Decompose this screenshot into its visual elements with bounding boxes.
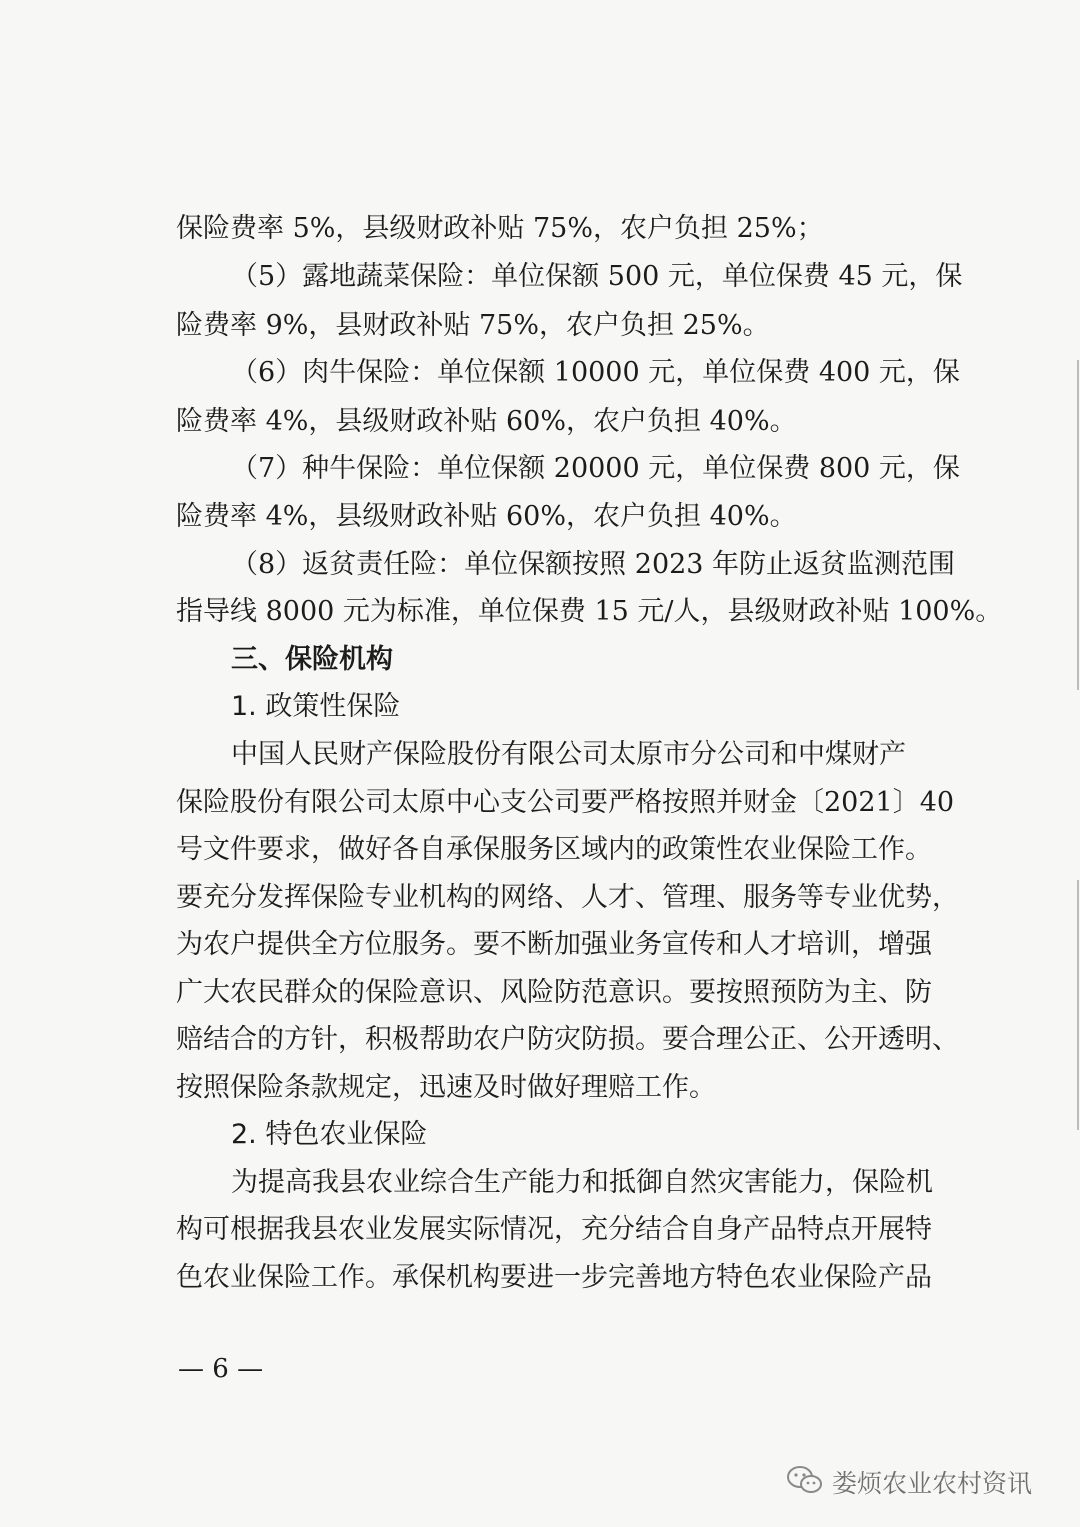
text-line: 构可根据我县农业发展实际情况，充分结合自身产品特点开展特 — [176, 1214, 932, 1245]
text-line: 为提高我县农业综合生产能力和抵御自然灾害能力，保险机 — [231, 1167, 933, 1198]
text-line: 险费率 9%，县财政补贴 75%，农户负担 25%。 — [176, 310, 770, 341]
text-line: 按照保险条款规定，迅速及时做好理赔工作。 — [176, 1072, 716, 1103]
text-line: 险费率 4%，县级财政补贴 60%，农户负担 40%。 — [176, 406, 797, 437]
text-line: （5）露地蔬菜保险：单位保额 500 元，单位保费 45 元，保 — [231, 261, 963, 292]
text-line: （6）肉牛保险：单位保额 10000 元，单位保费 400 元，保 — [231, 357, 960, 388]
text-line: 赔结合的方针，积极帮助农户防灾防损。要合理公正、公开透明、 — [176, 1024, 959, 1055]
text-line: 号文件要求，做好各自承保服务区域内的政策性农业保险工作。 — [176, 834, 932, 865]
text-line: 险费率 4%，县级财政补贴 60%，农户负担 40%。 — [176, 501, 797, 532]
text-line: （8）返贫责任险：单位保额按照 2023 年防止返贫监测范围 — [231, 549, 956, 580]
scan-edge-line-2 — [1077, 880, 1079, 1130]
subsection-heading: 2. 特色农业保险 — [231, 1119, 428, 1150]
text-line: 保险股份有限公司太原中心支公司要严格按照并财金〔2021〕40 — [176, 787, 955, 818]
wechat-icon — [786, 1464, 824, 1500]
text-line: 要充分发挥保险专业机构的网络、人才、管理、服务等专业优势， — [176, 882, 959, 913]
watermark — [786, 1462, 1032, 1502]
section-heading: 三、保险机构 — [231, 644, 393, 675]
text-line: 中国人民财产保险股份有限公司太原市分公司和中煤财产 — [231, 739, 906, 770]
text-line: （7）种牛保险：单位保额 20000 元，单位保费 800 元，保 — [231, 453, 960, 484]
text-line: 保险费率 5%，县级财政补贴 75%，农户负担 25%； — [176, 213, 824, 244]
scan-edge-line-1 — [1077, 360, 1079, 690]
watermark-text: 娄烦农业农村资讯 — [832, 1469, 1033, 1498]
text-line: 为农户提供全方位服务。要不断加强业务宣传和人才培训，增强 — [176, 929, 932, 960]
text-line: 广大农民群众的保险意识、风险防范意识。要按照预防为主、防 — [176, 977, 932, 1008]
text-line: 色农业保险工作。承保机构要进一步完善地方特色农业保险产品 — [176, 1262, 932, 1293]
text-line: 指导线 8000 元为标准，单位保费 15 元/人，县级财政补贴 100%。 — [176, 596, 1003, 627]
page-number: — 6 — — [178, 1354, 264, 1384]
subsection-heading: 1. 政策性保险 — [231, 691, 401, 722]
